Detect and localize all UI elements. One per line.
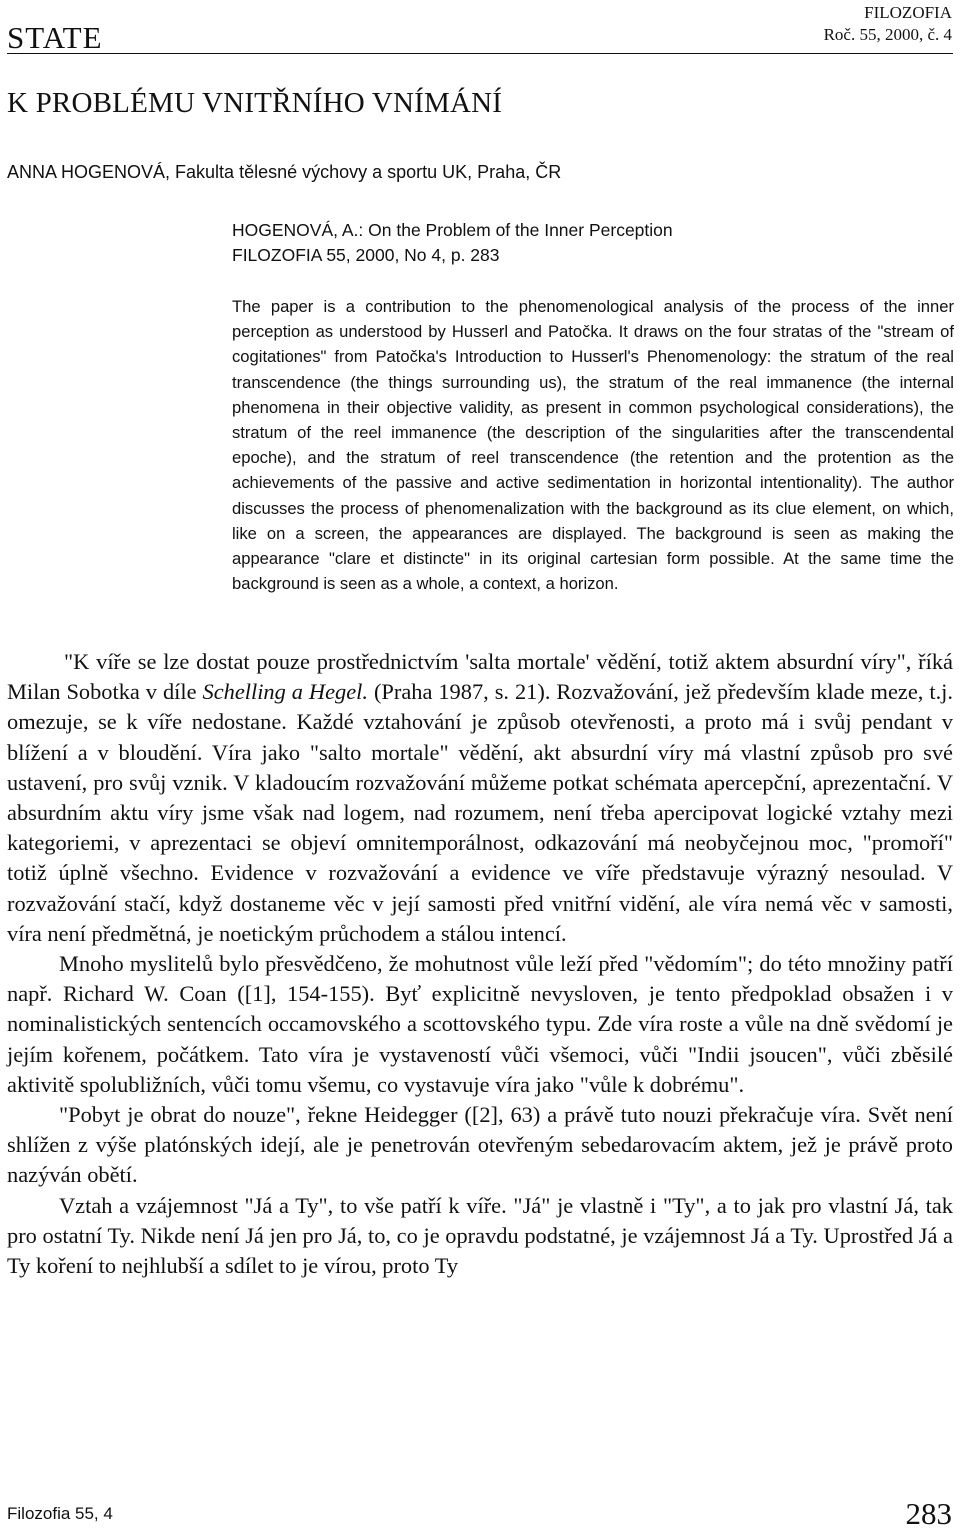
footer-journal: Filozofia 55, 4 xyxy=(7,1504,113,1523)
paragraph xyxy=(7,647,953,949)
journal-name: FILOZOFIA xyxy=(864,3,952,22)
citation-block xyxy=(232,218,673,268)
citation-line: HOGENOVÁ, A.: On the Problem of the Inner Perception xyxy=(232,220,673,240)
section-heading: STATE xyxy=(7,20,103,55)
article-body xyxy=(7,647,953,1281)
journal-volume: Roč. 55, 2000, č. 4 xyxy=(823,25,952,44)
article-title: K PROBLÉMU VNITŘNÍHO VNÍMÁNÍ xyxy=(7,87,503,119)
paragraph: Vztah a vzájemnost "Já a Ty", to vše patří k víře. "Já" je vlastně i "Ty", a to jak pro vlastní Já, tak pro ostatní Ty. Nikde není Já jen pro Já, to, co je opravdu podstatné, je vzájemnost Já a Ty. Uprostřed Já a Ty koření to nejhlubší a sdílet to je vírou, proto Ty xyxy=(7,1192,953,1279)
citation-line: FILOZOFIA 55, 2000, No 4, p. 283 xyxy=(232,245,500,265)
paragraph: "Pobyt je obrat do nouze", řekne Heidegger ([2], 63) a právě tuto nouzi překračuje víra. Svět není shlížen z výše platónských idejí, ale je penetrován otevřeným sebedarovacím aktem, jež je právě proto nazýván obětí. xyxy=(7,1102,953,1188)
journal-info xyxy=(824,2,952,46)
author-line: ANNA HOGENOVÁ, Fakulta tělesné výchovy a sportu UK, Praha, ČR xyxy=(7,162,562,182)
header-rule xyxy=(7,53,953,54)
abstract: The paper is a contribution to the phenomenological analysis of the process of the inner perception as understood by Husserl and Patočka. It draws on the four stratas of the "stream of cogitationes" from Patočka's Introduction to Husserl's Phenomenology: the stratum of the real transcendence (the things surrounding us), the stratum of the real immanence (the internal phenomena in their objective validity, as present in common psychological considerations), the stratum of the reel immanence (the description of the singularities after the transcendental epoche), and the stratum of reel transcendence (the retention and the protention as the achievements of the passive and active sedimentation in horizontal intentionality). The author discusses the process of phenomenalization with the background as its clue element, on which, like on a screen, the appearances are displayed. The background is seen as making the appearance "clare et distincte" in its original cartesian form possible. At the same time the background is seen as a whole, a context, a horizon. xyxy=(232,297,954,594)
book-title: Schelling a Hegel. xyxy=(202,679,368,705)
paragraph-text: (Praha 1987, s. 21). Rozvažování, jež především klade meze, t.j. omezuje, se k víře nedostane. Každé vztahování je způsob otevřenosti, a proto má i svůj pendant v blížení a v bloudění. Víra jako "salto mortale" vědění, akt absurdní víry má vlastní způsob pro své ustavení, pro svůj vznik. V kladoucím rozvažování můžeme potkat schémata apercepční, aprezentační. V absurdním aktu víry jsme však nad logem, nad rozumem, není třeba apercipovat logické vztahy mezi kategoriemi, v aprezentaci se objeví omnitemporálnost, odkazování má neobyčejnou moc, "promoří" totiž úplně všechno. Evidence v rozvažování a evidence ve víře představuje výrazný nesoulad. V rozvažování stačí, když dostaneme věc v její samosti před vnitřní vidění, ale víra nemá věc v samosti, víra není předmětná, je noetickým průchodem a stálou intencí. xyxy=(7,679,953,946)
paragraph-text: "K víře se lze dostat pouze prostřednictvím 'salta mortale' vědění, totiž aktem absurdní víry", říká Milan Sobotka v díle xyxy=(7,649,953,705)
page-number: 283 xyxy=(905,1496,952,1531)
paragraph: Mnoho myslitelů bylo přesvědčeno, že mohutnost vůle leží před "vědomím"; do této množiny patří např. Richard W. Coan ([1], 154-155). Byť explicitně nevysloven, je tento předpoklad obsažen i v nominalistických sentencích occamovského a scottovského typu. Zde víra roste a vůle na dně svědomí je jejím kořenem, počátkem. Tato víra je vystaveností vůči všemoci, vůči "Indii jsoucen", vůči zběsilé aktivitě spolubližních, vůči tomu všemu, co vystavuje víra jako "vůle k dobrému". xyxy=(7,951,953,1097)
